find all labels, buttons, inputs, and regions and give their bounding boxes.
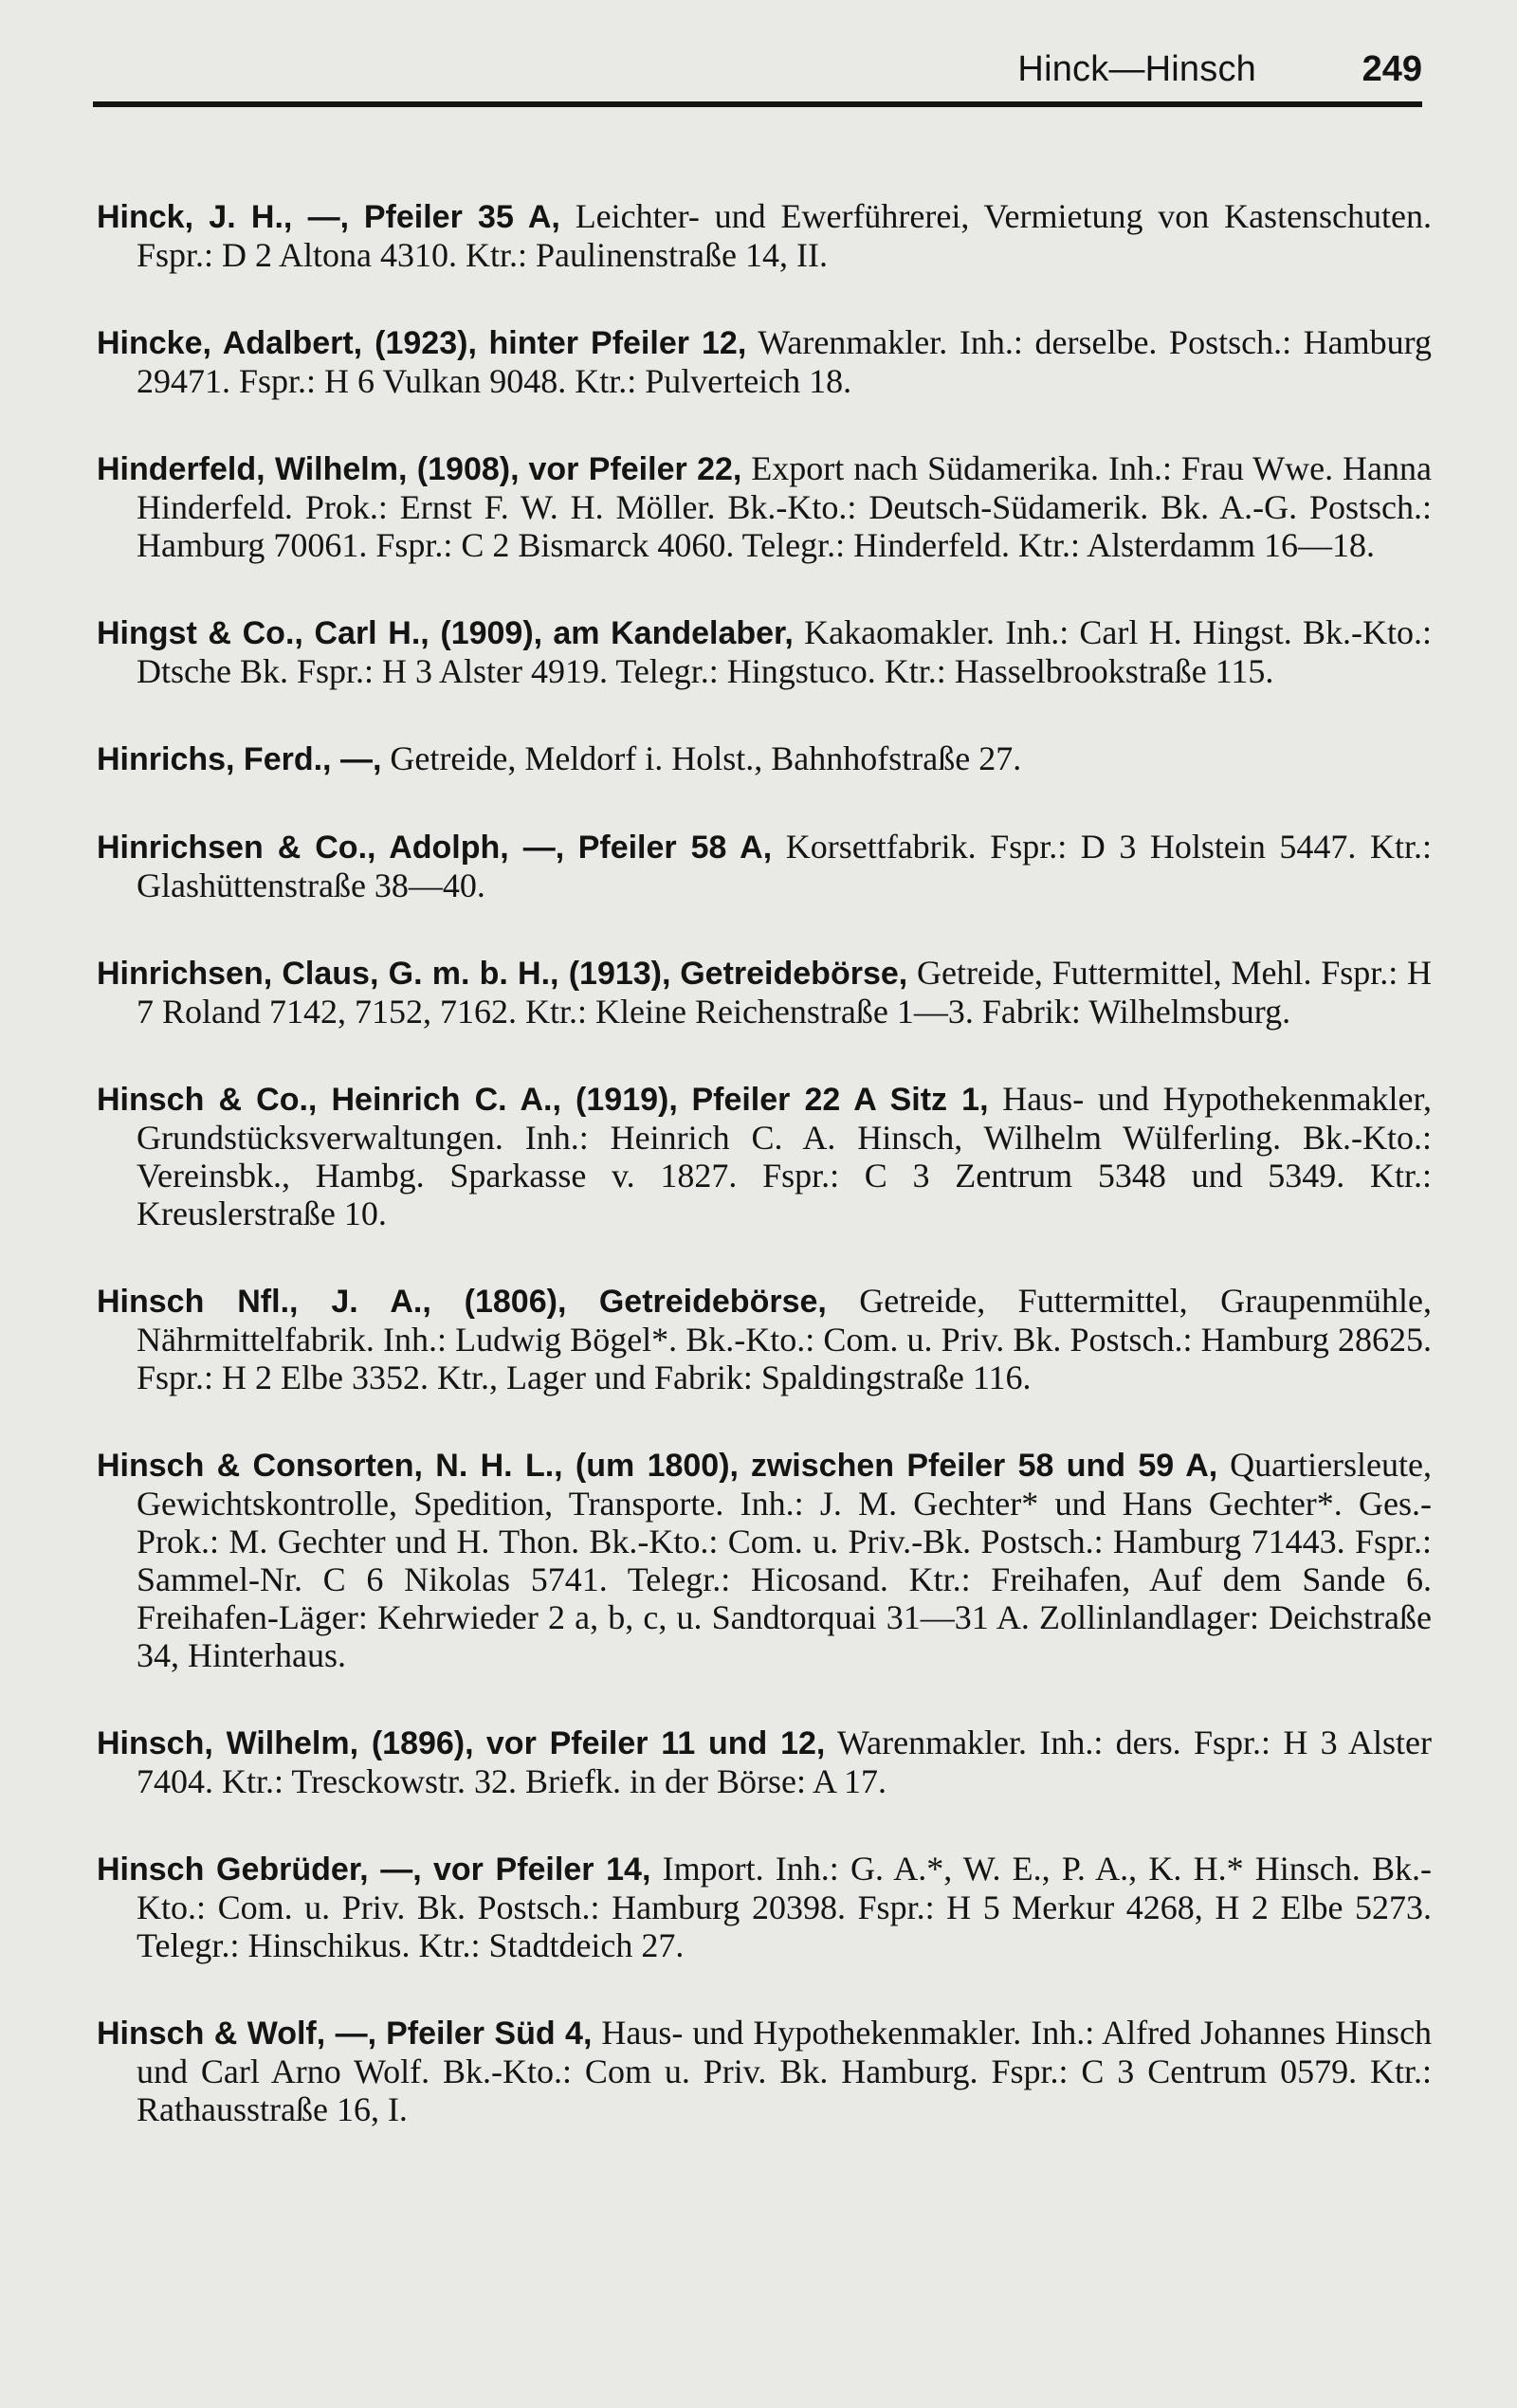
directory-entry — [97, 613, 1432, 690]
entry-firm: Hinrichsen & Co., Adolph, —, — [97, 830, 565, 866]
directory-entry — [97, 323, 1432, 400]
entry-location: Pfeiler 58 A, — [577, 830, 773, 866]
entry-text: Korsettfabrik. Fspr.: D 3 Holstein 5447. Ktr.: Glashüttenstraße 38—40. — [137, 828, 1432, 904]
entry-text: Haus- und Hypothekenmakler, Grundstücksverwaltungen. Inh.: Heinrich C. A. Hinsch, Wilhelm Wülferling. Bk.-Kto.: Vereinsbk., Hambg. Sparkasse v. 1827. Fspr.: C 3 Zentrum 5348 und 5349. Ktr.: Kreuslerstraße 10. — [137, 1080, 1432, 1232]
page-number: 249 — [1362, 49, 1422, 89]
entry-list — [97, 163, 1432, 2178]
entry-location: Getreidebörse, — [598, 1284, 827, 1320]
entry-text: Haus- und Hypothekenmakler. Inh.: Alfred Johannes Hinsch und Carl Arno Wolf. Bk.-Kto.: Com u. Priv. Bk. Hamburg. Fspr.: C 3 Centrum 0579. Ktr.: Rathausstraße 16, I. — [137, 2014, 1433, 2128]
entry-location: Pfeiler 35 A, — [363, 199, 560, 235]
directory-entry — [97, 1080, 1432, 1232]
directory-entry — [97, 1446, 1432, 1674]
entry-firm: Hinsch & Consorten, N. H. L., (um 1800), — [97, 1448, 739, 1484]
directory-entry — [97, 2014, 1432, 2128]
directory-entry — [97, 1282, 1432, 1396]
entry-firm: Hingst & Co., Carl H., (1909), — [97, 615, 543, 651]
directory-entry — [97, 197, 1432, 274]
entry-firm: Hinsch, Wilhelm, (1896), — [97, 1725, 474, 1761]
entry-location: Getreidebörse, — [680, 956, 908, 992]
entry-text: Getreide, Futtermittel, Mehl. Fspr.: H 7 Roland 7142, 7152, 7162. Ktr.: Kleine Reichenstraße 1—3. Fabrik: Wilhelmsburg. — [137, 954, 1433, 1031]
running-head — [93, 49, 1422, 106]
entry-location: Pfeiler 22 A Sitz 1, — [691, 1082, 989, 1118]
entry-location: Pfeiler Süd 4, — [386, 2016, 593, 2052]
entry-location: am Kandelaber, — [553, 615, 794, 651]
entry-location: zwischen Pfeiler 58 und 59 A, — [750, 1448, 1218, 1484]
directory-entry — [97, 954, 1432, 1031]
entry-text: Getreide, Meldorf i. Holst., Bahnhofstraße 27. — [390, 739, 1022, 777]
header-rule — [93, 101, 1422, 107]
entry-text: Quartiersleute, Gewichtskontrolle, Spedition, Transporte. Inh.: J. M. Gechter* und Hans Gechter*. Ges.-Prok.: M. Gechter und H. Thon. Bk.-Kto.: Com. u. Priv.-Bk. Postsch.: Hamburg 71443. Fspr.: Sammel-Nr. C 6 Nikolas 5741. Telegr.: Hicosand. Ktr.: Freihafen, Auf dem Sande 6. Freihafen-Läger: Kehrwieder 2 a, b, c, u. Sandtorquai 31—31 A. Zollinlandlager: Deichstraße 34, Hinterhaus. — [137, 1446, 1433, 1674]
entry-text: Getreide, Futtermittel, Graupenmühle, Nährmittelfabrik. Inh.: Ludwig Bögel*. Bk.-Kto.: Com. u. Priv. Bk. Postsch.: Hamburg 28625. Fspr.: H 2 Elbe 3352. Ktr., Lager und Fabrik: Spaldingstraße 116. — [137, 1282, 1433, 1396]
directory-entry — [97, 1850, 1432, 1964]
entry-location: vor Pfeiler 22, — [528, 451, 742, 487]
entry-firm: Hinrichsen, Claus, G. m. b. H., (1913), — [97, 956, 671, 992]
entry-text: Warenmakler. Inh.: ders. Fspr.: H 3 Alster 7404. Ktr.: Tresckowstr. 32. Briefk. in der Börse: A 17. — [137, 1724, 1432, 1800]
entry-text: Kakaomakler. Inh.: Carl H. Hingst. Bk.-Kto.: Dtsche Bk. Fspr.: H 3 Alster 4919. Telegr.: Hingstuco. Ktr.: Hasselbrookstraße 115. — [137, 613, 1433, 690]
entry-firm: Hinck, J. H., —, — [97, 199, 350, 235]
entry-firm: Hinrichs, Ferd., —, — [97, 741, 382, 777]
directory-entry — [97, 828, 1432, 904]
directory-entry — [97, 449, 1432, 564]
entry-firm: Hinsch Gebrüder, —, — [97, 1852, 422, 1888]
entry-text: Leichter- und Ewerführerei, Vermietung von Kastenschuten. Fspr.: D 2 Altona 4310. Ktr.: Paulinenstraße 14, II. — [137, 197, 1433, 274]
running-head-title: Hinck—Hinsch — [1017, 49, 1256, 89]
entry-text: Import. Inh.: G. A.*, W. E., P. A., K. H.* Hinsch. Bk.-Kto.: Com. u. Priv. Bk. Postsch.: Hamburg 20398. Fspr.: H 5 Merkur 4268, H 2 Elbe 5273. Telegr.: Hinschikus. Ktr.: Stadtdeich 27. — [137, 1850, 1432, 1964]
directory-entry — [97, 739, 1432, 778]
directory-entry — [97, 1724, 1432, 1800]
entry-firm: Hinsch & Co., Heinrich C. A., (1919), — [97, 1082, 678, 1118]
entry-firm: Hinsch Nfl., J. A., (1806), — [97, 1284, 567, 1320]
entry-firm: Hincke, Adalbert, (1923), — [97, 325, 477, 361]
entry-location: hinter Pfeiler 12, — [488, 325, 747, 361]
entry-location: vor Pfeiler 14, — [432, 1852, 651, 1888]
entry-text: Export nach Südamerika. Inh.: Frau Wwe. Hanna Hinderfeld. Prok.: Ernst F. W. H. Möller. Bk.-Kto.: Deutsch-Südamerik. Bk. A.-G. Postsch.: Hamburg 70061. Fspr.: C 2 Bismarck 4060. Telegr.: Hinderfeld. Ktr.: Alsterdamm 16—18. — [137, 449, 1433, 564]
entry-firm: Hinderfeld, Wilhelm, (1908), — [97, 451, 520, 487]
entry-location: vor Pfeiler 11 und 12, — [485, 1725, 826, 1761]
entry-text: Warenmakler. Inh.: derselbe. Postsch.: Hamburg 29471. Fspr.: H 6 Vulkan 9048. Ktr.: Pulverteich 18. — [137, 323, 1432, 400]
entry-firm: Hinsch & Wolf, —, — [97, 2016, 377, 2052]
